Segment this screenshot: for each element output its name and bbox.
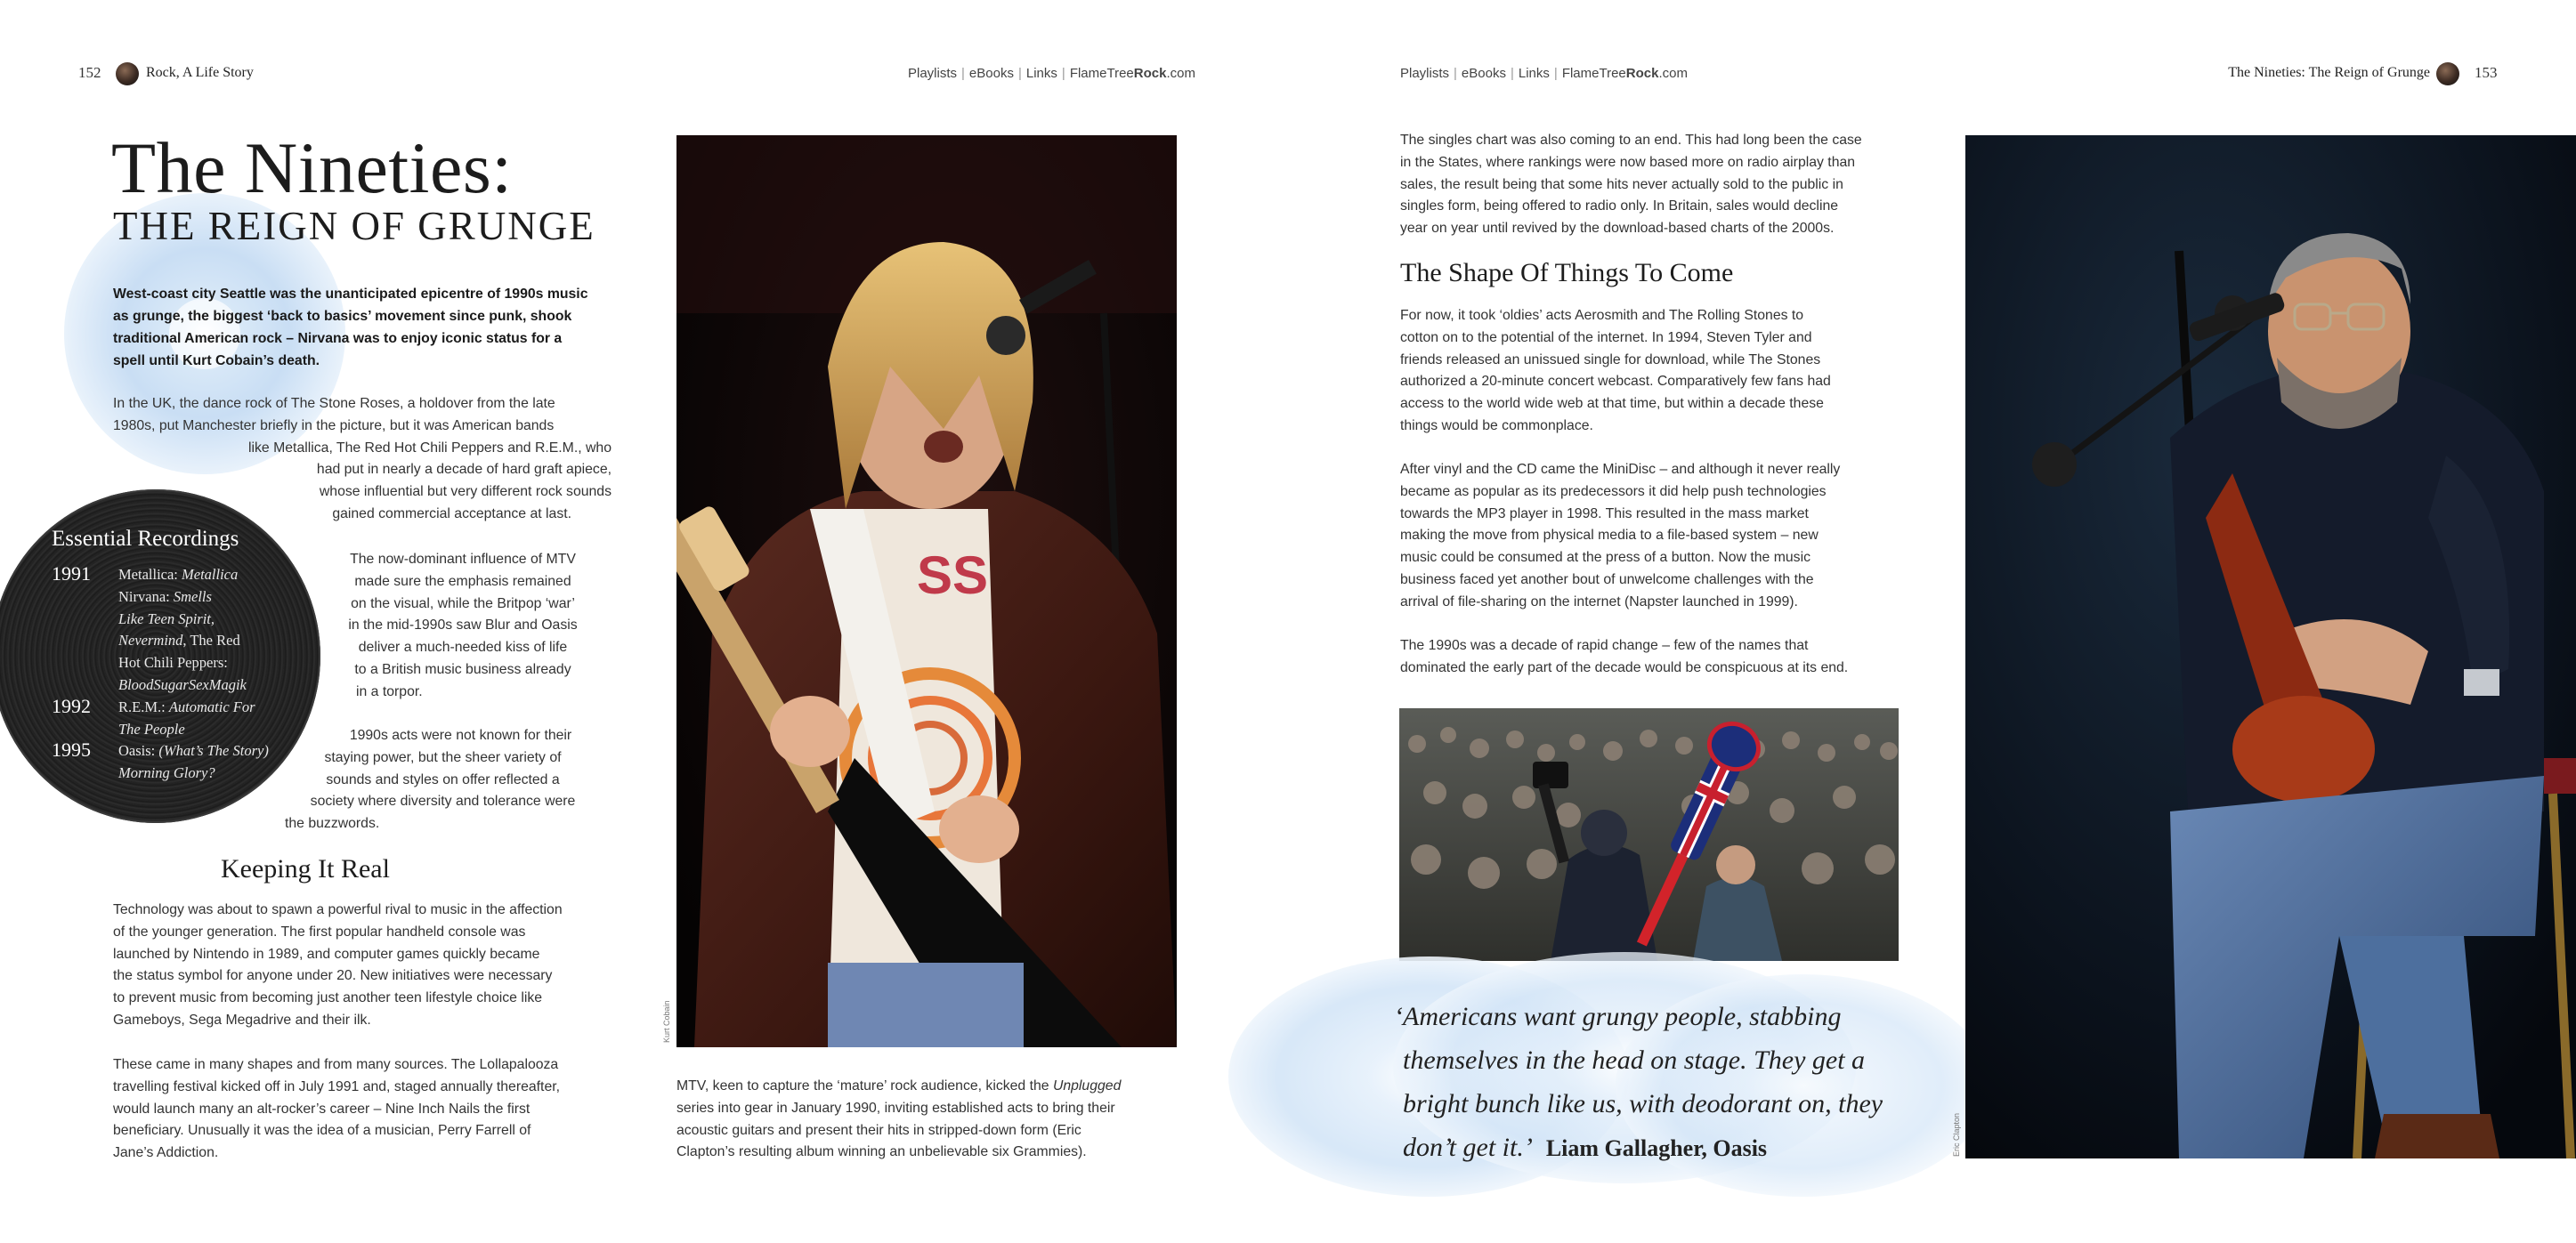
- quote-line: don’t get it.’ Liam Gallagher, Oasis: [1403, 1133, 1768, 1162]
- text-line: 1990s acts were not known for their: [349, 728, 572, 743]
- eric-clapton-photo: [1965, 135, 2576, 1158]
- nav-separator: |: [961, 66, 965, 81]
- photo-credit-kurt-cobain: Kurt Cobain: [662, 1000, 671, 1043]
- nav-link-ebooks[interactable]: eBooks: [1461, 66, 1506, 81]
- text-line: in the States, where rankings were now based more on radio airplay than: [1400, 154, 1856, 170]
- paragraph-lollapalooza: [113, 1054, 647, 1165]
- paragraph-1990s-acts: [280, 725, 605, 835]
- britpop-crowd-photo: [1399, 708, 1899, 961]
- nav-link-playlists[interactable]: Playlists: [1400, 66, 1450, 81]
- kurt-cobain-photo: [676, 135, 1177, 1047]
- recording-entry: Oasis: (What’s The Story) Morning Glory?: [118, 742, 269, 781]
- chapter-title: The Nineties: The Reign of Grunge: [2228, 65, 2430, 80]
- article-subtitle: THE REIGN OF GRUNGE: [113, 204, 595, 248]
- text-line: the status symbol for anyone under 20. New initiatives were necessary: [113, 968, 553, 984]
- paragraph-minidisc: [1400, 459, 1916, 614]
- text-line: gained commercial acceptance at last.: [332, 505, 571, 521]
- pull-quote-liam-gallagher: [1394, 995, 1928, 1170]
- header-nav-right: [1400, 66, 1688, 81]
- site-prefix: FlameTree: [1561, 66, 1626, 81]
- text-line: the buzzwords.: [285, 816, 380, 832]
- text-line: In the UK, the dance rock of The Stone Roses, a holdover from the late: [113, 396, 555, 411]
- recording-entry: R.E.M.: Automatic For The People: [118, 698, 255, 738]
- text-line: had put in nearly a decade of hard graft apiece,: [316, 462, 612, 478]
- site-link[interactable]: [1562, 66, 1688, 81]
- recording-entry: Metallica: Metallica Nirvana: Smells Like Teen Spirit, Nevermind, The Red Hot Chili Peppers: BloodSugarSexMagik: [118, 566, 247, 693]
- photo-credit-eric-clapton: Eric Clapton: [1952, 1112, 1961, 1157]
- text-line: cotton on to the potential of the internet. In 1994, Steven Tyler and: [1400, 329, 1812, 345]
- text-line: society where diversity and tolerance were: [310, 794, 576, 810]
- text-line: singles form, being offered to radio only. In Britain, sales would decline: [1400, 198, 1839, 214]
- paragraph-oldies-internet: [1400, 305, 1916, 438]
- book-logo-icon: [116, 62, 139, 85]
- text-line: things would be commonplace.: [1400, 417, 1593, 433]
- photo-caption-mtv-unplugged: [676, 1076, 1193, 1164]
- nav-link-playlists[interactable]: Playlists: [908, 66, 958, 81]
- text-line: would launch many an alt-rocker’s career – Nine Inch Nails the first: [113, 1101, 531, 1117]
- site-prefix: FlameTree: [1069, 66, 1134, 81]
- text-line: towards the MP3 player in 1998. This resulted in the mass market: [1400, 505, 1809, 521]
- quote-author: Liam Gallagher, Oasis: [1545, 1135, 1768, 1161]
- paragraph-technology: [113, 900, 647, 1032]
- text-line: Jane’s Addiction.: [113, 1145, 219, 1161]
- nav-separator: |: [1454, 66, 1457, 81]
- site-suffix: .com: [1658, 66, 1688, 81]
- article-intro: [113, 283, 625, 372]
- text-line: The singles chart was also coming to an end. This had long been the case: [1400, 133, 1862, 148]
- text-line: to prevent music from becoming just another teen lifestyle choice like: [113, 990, 543, 1006]
- recording-year: 1991: [52, 562, 91, 585]
- quote-line: themselves in the head on stage. They get a: [1403, 1045, 1866, 1075]
- quote-line: ‘Americans want grungy people, stabbing: [1394, 1002, 1842, 1031]
- essential-recordings-box: [52, 527, 319, 552]
- text-line: whose influential but very different rock sounds: [319, 484, 612, 500]
- text-line: access to the world wide web at that time, but within a decade these: [1400, 396, 1824, 412]
- caption-line: acoustic guitars and present their hits in stripped-down form (Eric: [676, 1122, 1081, 1138]
- text-line: sounds and styles on offer reflected a: [326, 771, 560, 787]
- recording-year: 1995: [52, 739, 91, 761]
- text-line: launched by Nintendo in 1989, and computer games quickly became: [113, 946, 540, 962]
- text-line: like Metallica, The Red Hot Chili Peppers and R.E.M., who: [248, 440, 612, 456]
- text-line: became as popular as its predecessors it did help push technologies: [1400, 483, 1827, 499]
- recording-year: 1992: [52, 695, 91, 717]
- text-line: in a torpor.: [356, 683, 423, 699]
- text-line: beneficiary. Unusually it was the idea of a musician, Perry Farrell of: [113, 1123, 531, 1139]
- right-page-number: 153: [2475, 64, 2498, 81]
- paragraph-mtv-influence: [329, 549, 596, 704]
- text-line: deliver a much-needed kiss of life: [358, 640, 568, 656]
- caption-line: Clapton’s resulting album winning an unbelievable six Grammies).: [676, 1144, 1087, 1160]
- text-line: making the move from physical media to a file-based system – new: [1400, 528, 1819, 544]
- text-line: in the mid-1990s saw Blur and Oasis: [348, 617, 578, 634]
- text-line: Technology was about to spawn a powerful rival to music in the affection: [113, 902, 563, 917]
- paragraph-singles-chart: [1400, 130, 1916, 240]
- paragraph-rapid-change: [1400, 635, 1916, 680]
- book-title: Rock, A Life Story: [146, 65, 254, 80]
- text-line: Gameboys, Sega Megadrive and their ilk.: [113, 1012, 371, 1028]
- site-suffix: .com: [1166, 66, 1195, 81]
- intro-line: as grunge, the biggest ‘back to basics’ movement since punk, shook: [113, 309, 572, 324]
- intro-line: West-coast city Seattle was the unanticipated epicentre of 1990s music: [113, 287, 588, 302]
- nav-link-links[interactable]: Links: [1518, 66, 1550, 81]
- caption-line: MTV, keen to capture the ‘mature’ rock audience, kicked the Unplugged: [676, 1078, 1122, 1094]
- nav-separator: |: [1553, 66, 1558, 81]
- site-brand: Rock: [1133, 66, 1167, 81]
- text-line: The 1990s was a decade of rapid change – few of the names that: [1400, 638, 1809, 653]
- text-line: For now, it took ‘oldies’ acts Aerosmith and The Rolling Stones to: [1400, 308, 1804, 323]
- text-line: of the younger generation. The first popular handheld console was: [113, 924, 526, 940]
- nav-separator: |: [1510, 66, 1514, 81]
- text-line: on the visual, while the Britpop ‘war’: [351, 595, 575, 611]
- nav-link-ebooks[interactable]: eBooks: [968, 66, 1014, 81]
- text-line: 1980s, put Manchester briefly in the picture, but it was American bands: [113, 417, 555, 433]
- text-line: friends released an unissued single for download, while The Stones: [1400, 351, 1821, 367]
- header-nav-left: [908, 66, 1195, 81]
- article-title: The Nineties:: [111, 127, 513, 208]
- section-heading-shape-of-things: The Shape Of Things To Come: [1400, 258, 1734, 287]
- quote-line: bright bunch like us, with deodorant on, they: [1403, 1089, 1883, 1118]
- text-line: sales, the result being that some hits never actually sold to the public in: [1400, 176, 1843, 192]
- left-page-number: 152: [78, 64, 101, 81]
- caption-line: series into gear in January 1990, inviting established acts to bring their: [676, 1100, 1115, 1116]
- text-line: These came in many shapes and from many sources. The Lollapalooza: [113, 1057, 559, 1072]
- text-line: After vinyl and the CD came the MiniDisc – and although it never really: [1400, 462, 1841, 477]
- chapter-logo-icon: [2436, 62, 2459, 85]
- essential-recordings-title: Essential Recordings: [52, 527, 239, 551]
- text-line: to a British music business already: [354, 661, 571, 677]
- text-line: arrival of file-sharing on the internet (Napster launched in 1999).: [1400, 593, 1798, 609]
- svg-text:SS: SS: [917, 545, 989, 605]
- site-link[interactable]: [1070, 66, 1195, 81]
- intro-line: spell until Kurt Cobain’s death.: [113, 353, 320, 368]
- text-line: music could be consumed at the press of a button. Now the music: [1400, 550, 1810, 566]
- text-line: business faced yet another bout of unwelcome challenges with the: [1400, 571, 1814, 587]
- text-line: staying power, but the sheer variety of: [324, 749, 562, 765]
- site-brand: Rock: [1625, 66, 1659, 81]
- intro-line: traditional American rock – Nirvana was to enjoy iconic status for a: [113, 331, 563, 346]
- nav-separator: |: [1061, 66, 1065, 81]
- text-line: The now-dominant influence of MTV: [350, 552, 576, 567]
- nav-separator: |: [1017, 66, 1022, 81]
- text-line: made sure the emphasis remained: [354, 573, 571, 589]
- text-line: dominated the early part of the decade would be conspicuous at its end.: [1400, 659, 1849, 675]
- text-line: authorized a 20-minute concert webcast. Comparatively few fans had: [1400, 374, 1831, 390]
- text-line: travelling festival kicked off in July 1991 and, staged annually thereafter,: [113, 1078, 561, 1094]
- section-heading-keeping-it-real: Keeping It Real: [221, 854, 390, 884]
- nav-link-links[interactable]: Links: [1025, 66, 1057, 81]
- text-line: year on year until revived by the download-based charts of the 2000s.: [1400, 221, 1835, 237]
